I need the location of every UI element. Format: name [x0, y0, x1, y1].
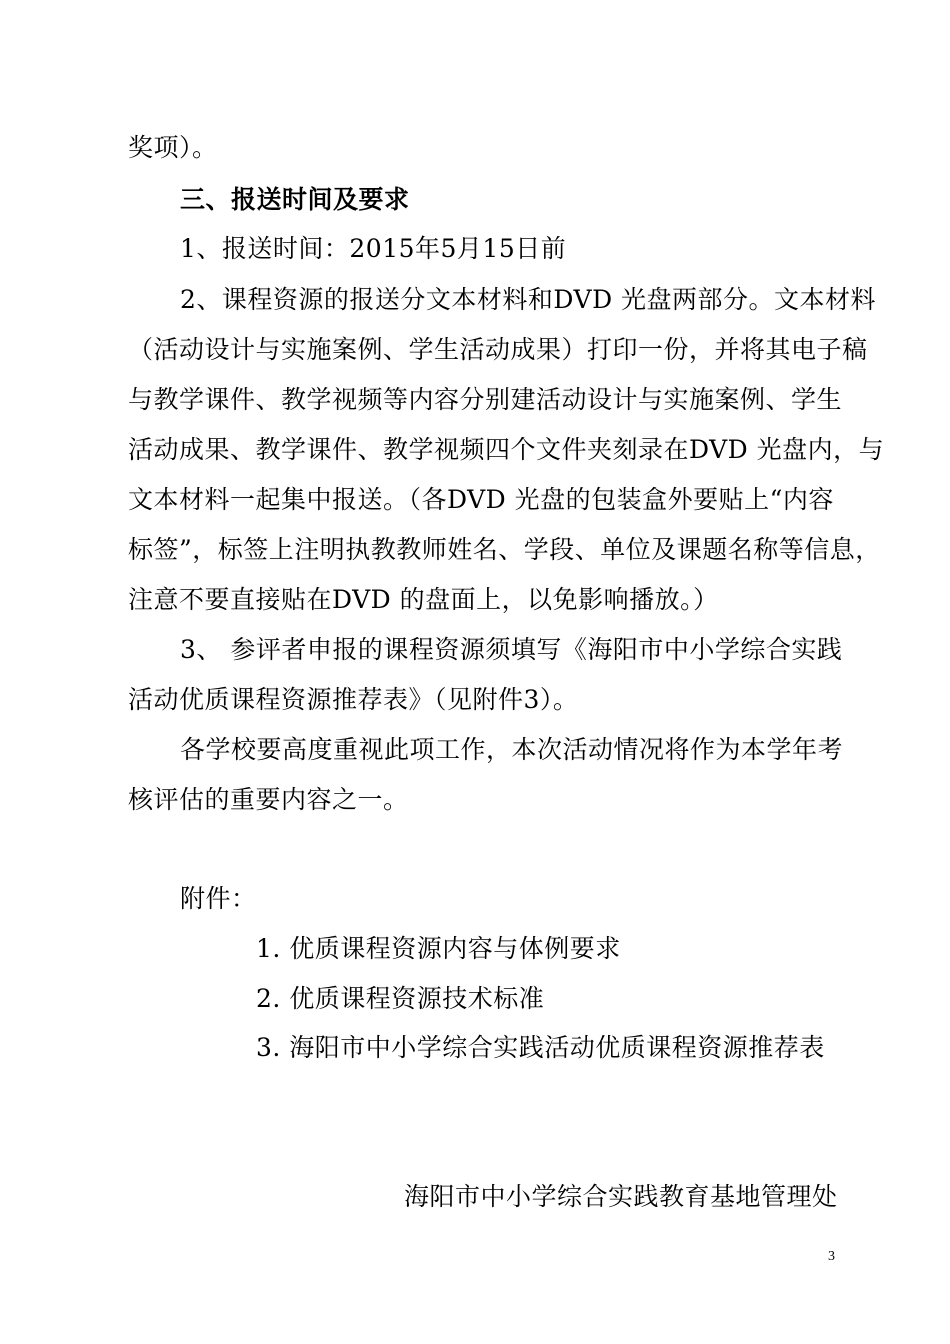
text-line: 与教学课件、教学视频等内容分别建活动设计与实施案例、学生 [128, 385, 843, 414]
text-line: 2、课程资源的报送分文本材料和DVD 光盘两部分。文本材料 [180, 285, 877, 314]
text-line: 活动成果、教学课件、教学视频四个文件夹刻录在DVD 光盘内，与 [128, 435, 885, 464]
attachments-label: 附件： [180, 884, 257, 913]
text-line: 奖项）。 [128, 133, 218, 162]
text-line: 标签”，标签上注明执教教师姓名、学段、单位及课题名称等信息， [128, 535, 881, 564]
text-line: 各学校要高度重视此项工作，本次活动情况将作为本学年考 [180, 735, 844, 764]
text-line: （活动设计与实施案例、学生活动成果）打印一份，并将其电子稿 [128, 335, 868, 364]
section-heading: 三、报送时间及要求 [180, 185, 410, 214]
signature-org: 海阳市中小学综合实践教育基地管理处 [404, 1182, 838, 1211]
text-line: 文本材料一起集中报送。（各DVD 光盘的包装盒外要贴上“内容 [128, 485, 834, 514]
text-line: 活动优质课程资源推荐表》（见附件3）。 [128, 685, 579, 714]
page-number: 3 [828, 1249, 835, 1264]
text-line: 注意不要直接贴在DVD 的盘面上，以免影响播放。） [128, 585, 719, 614]
text-line: 核评估的重要内容之一。 [128, 785, 409, 814]
attachment-item: 1. 优质课程资源内容与体例要求 [256, 934, 621, 963]
text-line: 1、报送时间：2015年5月15日前 [180, 234, 567, 263]
attachment-item: 2. 优质课程资源技术标准 [256, 984, 545, 1013]
attachment-item: 3. 海阳市中小学综合实践活动优质课程资源推荐表 [256, 1033, 825, 1062]
text-line: 3、 参评者申报的课程资源须填写《海阳市中小学综合实践 [180, 635, 843, 664]
